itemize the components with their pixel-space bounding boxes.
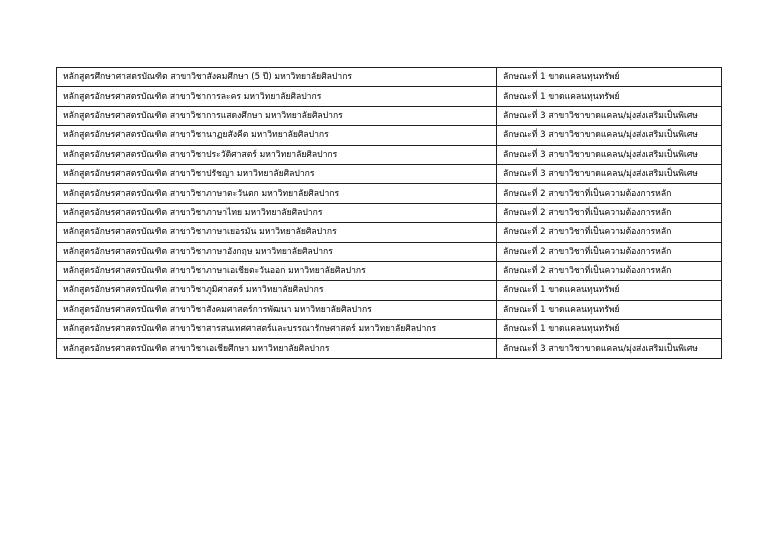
program-name-cell: หลักสูตรอักษรศาสตรบัณฑิต สาขาวิชาภาษาตะวันตก มหาวิทยาลัยศิลปากร (57, 184, 497, 203)
program-name-cell: หลักสูตรอักษรศาสตรบัณฑิต สาขาวิชาภาษาเอเชียตะวันออก มหาวิทยาลัยศิลปากร (57, 261, 497, 280)
program-name-cell: หลักสูตรอักษรศาสตรบัณฑิต สาขาวิชาสังคมศาสตร์การพัฒนา มหาวิทยาลัยศิลปากร (57, 300, 497, 319)
table-row (57, 164, 722, 183)
program-name-cell: หลักสูตรอักษรศาสตรบัณฑิต สาขาวิชาภาษาเยอรมัน มหาวิทยาลัยศิลปากร (57, 223, 497, 242)
program-table (56, 67, 722, 359)
table-row (57, 203, 722, 222)
program-table-body (57, 68, 722, 359)
program-name-cell: หลักสูตรอักษรศาสตรบัณฑิต สาขาวิชาปรัชญา มหาวิทยาลัยศิลปากร (57, 164, 497, 183)
program-name-cell: หลักสูตรอักษรศาสตรบัณฑิต สาขาวิชาภาษาอังกฤษ มหาวิทยาลัยศิลปากร (57, 242, 497, 261)
scholarship-category-cell: ลักษณะที่ 1 ขาดแคลนทุนทรัพย์ (497, 300, 722, 319)
program-name-cell: หลักสูตรอักษรศาสตรบัณฑิต สาขาวิชาการแสดงศึกษา มหาวิทยาลัยศิลปากร (57, 106, 497, 125)
scholarship-category-cell: ลักษณะที่ 2 สาขาวิชาที่เป็นความต้องการหลัก (497, 203, 722, 222)
scholarship-category-cell: ลักษณะที่ 2 สาขาวิชาที่เป็นความต้องการหลัก (497, 184, 722, 203)
table-row (57, 87, 722, 106)
program-name-cell: หลักสูตรศึกษาศาสตรบัณฑิต สาขาวิชาสังคมศึกษา (5 ปี) มหาวิทยาลัยศิลปากร (57, 68, 497, 87)
scholarship-category-cell: ลักษณะที่ 3 สาขาวิชาขาดแคลน/มุ่งส่งเสริมเป็นพิเศษ (497, 106, 722, 125)
scholarship-category-cell: ลักษณะที่ 1 ขาดแคลนทุนทรัพย์ (497, 87, 722, 106)
scholarship-category-cell: ลักษณะที่ 2 สาขาวิชาที่เป็นความต้องการหลัก (497, 223, 722, 242)
scholarship-category-cell: ลักษณะที่ 2 สาขาวิชาที่เป็นความต้องการหลัก (497, 242, 722, 261)
table-row (57, 223, 722, 242)
table-row (57, 339, 722, 358)
program-name-cell: หลักสูตรอักษรศาสตรบัณฑิต สาขาวิชาภาษาไทย มหาวิทยาลัยศิลปากร (57, 203, 497, 222)
table-row (57, 126, 722, 145)
table-row (57, 184, 722, 203)
program-name-cell: หลักสูตรอักษรศาสตรบัณฑิต สาขาวิชาประวัติศาสตร์ มหาวิทยาลัยศิลปากร (57, 145, 497, 164)
scholarship-category-cell: ลักษณะที่ 1 ขาดแคลนทุนทรัพย์ (497, 68, 722, 87)
table-row (57, 300, 722, 319)
program-name-cell: หลักสูตรอักษรศาสตรบัณฑิต สาขาวิชาเอเชียศึกษา มหาวิทยาลัยศิลปากร (57, 339, 497, 358)
program-name-cell: หลักสูตรอักษรศาสตรบัณฑิต สาขาวิชาสารสนเทศศาสตร์และบรรณารักษศาสตร์ มหาวิทยาลัยศิลปากร (57, 320, 497, 339)
program-name-cell: หลักสูตรอักษรศาสตรบัณฑิต สาขาวิชาการละคร มหาวิทยาลัยศิลปากร (57, 87, 497, 106)
scholarship-category-cell: ลักษณะที่ 3 สาขาวิชาขาดแคลน/มุ่งส่งเสริมเป็นพิเศษ (497, 126, 722, 145)
table-row (57, 320, 722, 339)
scholarship-category-cell: ลักษณะที่ 3 สาขาวิชาขาดแคลน/มุ่งส่งเสริมเป็นพิเศษ (497, 339, 722, 358)
scholarship-category-cell: ลักษณะที่ 1 ขาดแคลนทุนทรัพย์ (497, 320, 722, 339)
program-name-cell: หลักสูตรอักษรศาสตรบัณฑิต สาขาวิชานาฏยสังคีต มหาวิทยาลัยศิลปากร (57, 126, 497, 145)
table-row (57, 261, 722, 280)
scholarship-category-cell: ลักษณะที่ 3 สาขาวิชาขาดแคลน/มุ่งส่งเสริมเป็นพิเศษ (497, 145, 722, 164)
table-row (57, 242, 722, 261)
table-row (57, 145, 722, 164)
scholarship-category-cell: ลักษณะที่ 1 ขาดแคลนทุนทรัพย์ (497, 281, 722, 300)
scholarship-category-cell: ลักษณะที่ 2 สาขาวิชาที่เป็นความต้องการหลัก (497, 261, 722, 280)
table-row (57, 68, 722, 87)
program-name-cell: หลักสูตรอักษรศาสตรบัณฑิต สาขาวิชาภูมิศาสตร์ มหาวิทยาลัยศิลปากร (57, 281, 497, 300)
scholarship-category-cell: ลักษณะที่ 3 สาขาวิชาขาดแคลน/มุ่งส่งเสริมเป็นพิเศษ (497, 164, 722, 183)
table-row (57, 106, 722, 125)
table-row (57, 281, 722, 300)
